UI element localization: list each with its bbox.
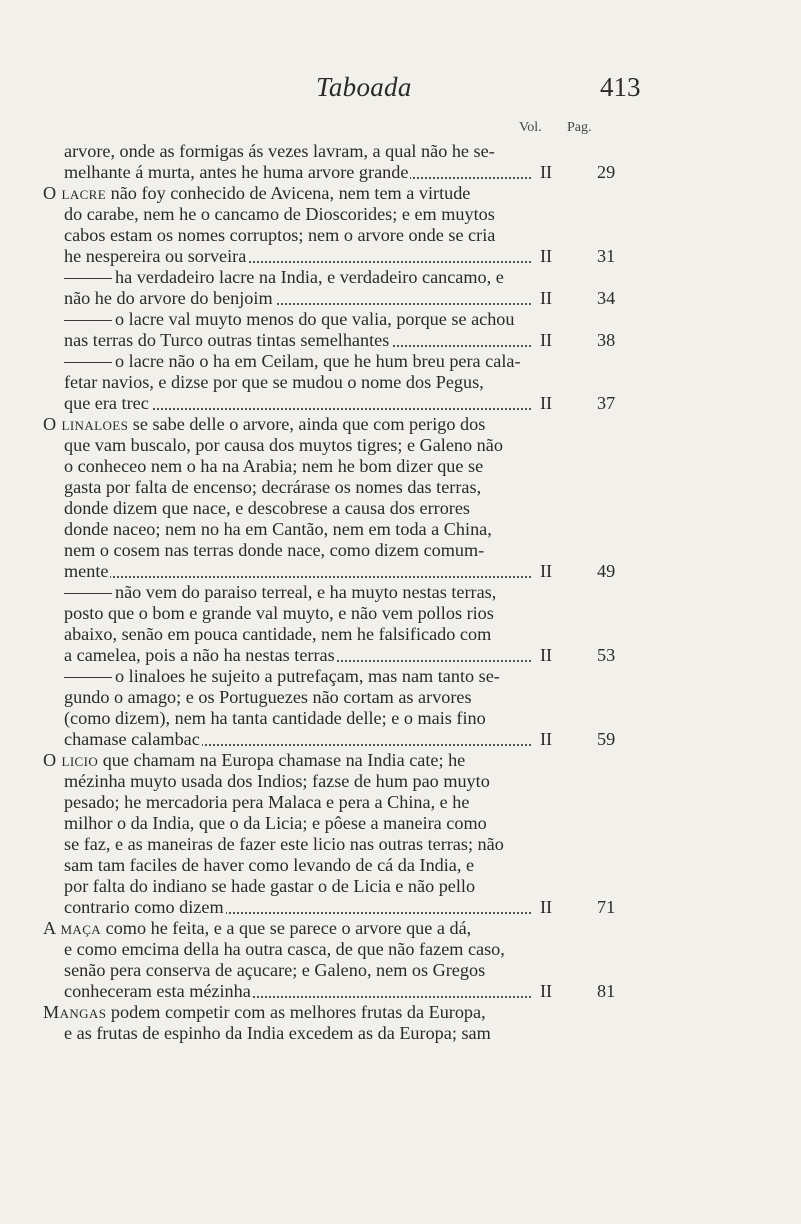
- index-line: [43, 855, 623, 876]
- line-text: que chamam na Europa chamase na India cate; he: [98, 750, 466, 770]
- index-line: [43, 162, 623, 183]
- page-ref: 59: [597, 729, 616, 749]
- index-line: [43, 561, 623, 582]
- index-line: [43, 183, 623, 204]
- index-line: [43, 918, 623, 939]
- line-text: gundo o amago; e os Portuguezes não cortam as arvores: [64, 687, 472, 707]
- index-line: [43, 834, 623, 855]
- line-text: arvore, onde as formigas ás vezes lavram, a qual não he se-: [64, 141, 495, 161]
- line-text: como he feita, e a que se parece o arvore que a dá,: [101, 918, 472, 938]
- index-line: [43, 330, 623, 351]
- line-text: a camelea, pois a não ha nestas terras: [64, 645, 335, 665]
- index-line: [43, 351, 623, 372]
- repeat-dash: [64, 677, 112, 678]
- line-text: o conheceo nem o ha na Arabia; nem he bom dizer que se: [64, 456, 484, 476]
- index-line: [43, 771, 623, 792]
- index-line: [43, 519, 623, 540]
- index-line: [43, 624, 623, 645]
- index-line: [43, 414, 623, 435]
- index-line: [43, 309, 623, 330]
- index-line: [43, 267, 623, 288]
- index-text: [43, 141, 623, 1044]
- volume-ref: II: [540, 288, 553, 308]
- volume-ref: II: [540, 645, 553, 665]
- line-text: não he do arvore do benjoim: [64, 288, 273, 308]
- line-text: mézinha muyto usada dos Indios; fazse de hum pao muyto: [64, 771, 490, 791]
- index-line: [43, 435, 623, 456]
- index-line: [43, 372, 623, 393]
- index-line: [43, 708, 623, 729]
- repeat-dash: [64, 320, 112, 321]
- index-line: [43, 1002, 623, 1023]
- line-text: o linaloes he sujeito a putrefaçam, mas nam tanto se-: [115, 666, 500, 686]
- line-text: fetar navios, e dizse por que se mudou o nome dos Pegus,: [64, 372, 484, 392]
- line-text: pesado; he mercadoria pera Malaca e pera a China, e he: [64, 792, 470, 812]
- line-text: gasta por falta de encenso; decrárase os nomes das terras,: [64, 477, 482, 497]
- line-text: que era trec: [64, 393, 149, 413]
- index-line: [43, 540, 623, 561]
- entry-headword: O linaloes: [43, 414, 129, 434]
- line-text: por falta do indiano se hade gastar o de Licia e não pello: [64, 876, 476, 896]
- line-text: podem competir com as melhores frutas da Europa,: [106, 1002, 486, 1022]
- line-text: he nespereira ou sorveira: [64, 246, 247, 266]
- line-text: nem o cosem nas terras donde nace, como dizem comum-: [64, 540, 485, 560]
- index-line: [43, 225, 623, 246]
- page-ref: 81: [597, 981, 616, 1001]
- column-header-pag: Pag.: [567, 120, 592, 135]
- repeat-dash: [64, 593, 112, 594]
- line-text: posto que o bom e grande val muyto, e não vem pollos rios: [64, 603, 494, 623]
- line-text: senão pera conserva de açucare; e Galeno, nem os Gregos: [64, 960, 486, 980]
- index-line: [43, 582, 623, 603]
- line-text: e as frutas de espinho da India excedem as da Europa; sam: [64, 1023, 491, 1043]
- page-ref: 49: [597, 561, 616, 581]
- entry-headword: O licio: [43, 750, 99, 770]
- running-title: Taboada: [316, 72, 412, 102]
- line-text: nas terras do Turco outras tintas semelhantes: [64, 330, 390, 350]
- volume-ref: II: [540, 897, 553, 917]
- repeat-dash: [64, 362, 112, 363]
- index-line: [43, 246, 623, 267]
- line-text: ha verdadeiro lacre na India, e verdadeiro cancamo, e: [115, 267, 504, 287]
- index-line: [43, 876, 623, 897]
- entry-headword: A maça: [43, 918, 102, 938]
- index-line: [43, 897, 623, 918]
- line-text: contrario como dizem: [64, 897, 224, 917]
- line-text: sam tam faciles de haver como levando de cá da India, e: [64, 855, 475, 875]
- line-text: donde naceo; nem no ha em Cantão, nem em toda a China,: [64, 519, 492, 539]
- line-text: conheceram esta mézinha: [64, 981, 251, 1001]
- line-text: não foy conhecido de Avicena, nem tem a virtude: [106, 183, 471, 203]
- page-ref: 71: [597, 897, 616, 917]
- volume-ref: II: [540, 561, 553, 581]
- entry-headword: Mangas: [43, 1002, 107, 1022]
- entry-headword: O lacre: [43, 183, 107, 203]
- page-header: [0, 72, 801, 106]
- index-line: [43, 792, 623, 813]
- index-line: [43, 645, 623, 666]
- index-line: [43, 981, 623, 1002]
- index-line: [43, 750, 623, 771]
- volume-ref: II: [540, 393, 553, 413]
- line-text: e como emcima della ha outra casca, de que não fazem caso,: [64, 939, 505, 959]
- index-line: [43, 813, 623, 834]
- line-text: chamase calambac: [64, 729, 200, 749]
- page-ref: 29: [597, 162, 616, 182]
- line-text: não vem do paraiso terreal, e ha muyto nestas terras,: [115, 582, 497, 602]
- volume-ref: II: [540, 246, 553, 266]
- line-text: abaixo, senão em pouca cantidade, nem he falsificado com: [64, 624, 492, 644]
- repeat-dash: [64, 278, 112, 279]
- line-text: mente: [64, 561, 109, 581]
- index-line: [43, 204, 623, 225]
- line-text: que vam buscalo, por causa dos muytos tigres; e Galeno não: [64, 435, 503, 455]
- index-line: [43, 666, 623, 687]
- line-text: milhor o da India, que o da Licia; e pôese a maneira como: [64, 813, 487, 833]
- index-line: [43, 603, 623, 624]
- line-text: do carabe, nem he o cancamo de Dioscorides; e em muytos: [64, 204, 495, 224]
- volume-ref: II: [540, 981, 553, 1001]
- page-ref: 37: [597, 393, 616, 413]
- line-text: se sabe delle o arvore, ainda que com perigo dos: [128, 414, 486, 434]
- index-line: [43, 1023, 623, 1044]
- line-text: o lacre não o ha em Ceilam, que he hum breu pera cala-: [115, 351, 521, 371]
- page-ref: 34: [597, 288, 616, 308]
- index-line: [43, 939, 623, 960]
- line-text: melhante á murta, antes he huma arvore grande: [64, 162, 409, 182]
- dot-leader: [64, 576, 531, 578]
- index-line: [43, 456, 623, 477]
- index-line: [43, 960, 623, 981]
- index-line: [43, 288, 623, 309]
- line-text: o lacre val muyto menos do que valia, porque se achou: [115, 309, 515, 329]
- volume-ref: II: [540, 330, 553, 350]
- index-line: [43, 687, 623, 708]
- volume-ref: II: [540, 162, 553, 182]
- page-ref: 38: [597, 330, 616, 350]
- page-number: 413: [600, 72, 641, 102]
- index-line: [43, 729, 623, 750]
- index-line: [43, 141, 623, 162]
- line-text: se faz, e as maneiras de fazer este licio nas outras terras; não: [64, 834, 504, 854]
- column-header-vol: Vol.: [519, 120, 542, 135]
- line-text: (como dizem), nem ha tanta cantidade delle; e o mais fino: [64, 708, 486, 728]
- index-line: [43, 477, 623, 498]
- index-line: [43, 498, 623, 519]
- page-ref: 53: [597, 645, 616, 665]
- line-text: cabos estam os nomes corruptos; nem o arvore onde se cria: [64, 225, 496, 245]
- line-text: donde dizem que nace, e descobrese a causa dos errores: [64, 498, 470, 518]
- index-line: [43, 393, 623, 414]
- page-ref: 31: [597, 246, 616, 266]
- volume-ref: II: [540, 729, 553, 749]
